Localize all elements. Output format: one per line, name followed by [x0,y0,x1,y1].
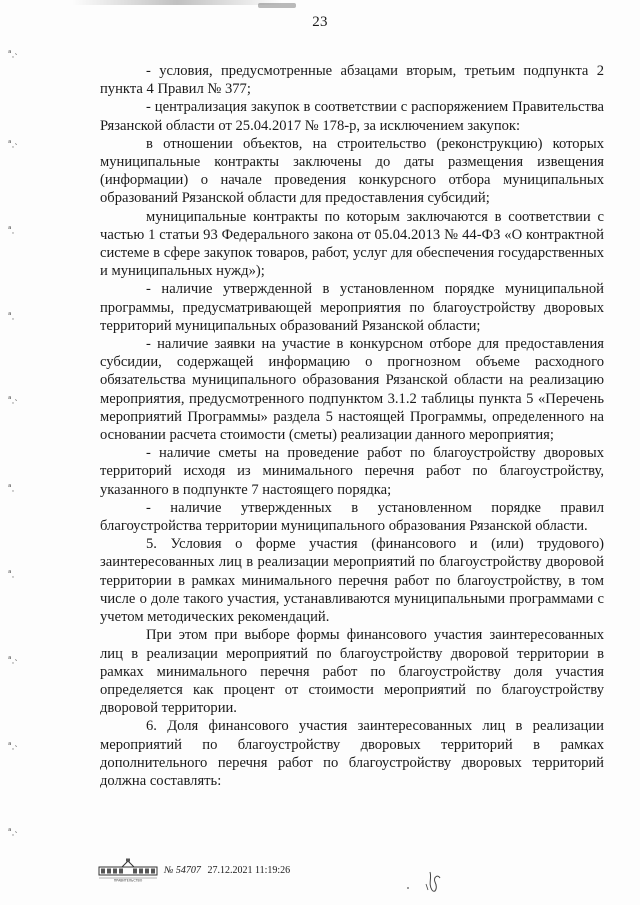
margin-mark: ᵃ˰ [8,569,15,579]
paragraph: - наличие утвержденных в установленном порядке правил благоустройства территории муниципального образования Рязанской области. [100,499,604,535]
registration-stamp [164,865,290,876]
scan-artifact [72,0,282,5]
paragraph: - централизация закупок в соответствии с распоряжением Правительства Рязанской области от 25.04.2017 № 178-р, за исключением закупок: [100,99,604,134]
paragraph: - условия, предусмотренные абзацами вторым, третьим подпункта 2 пункта 4 Правил № 377; [100,63,604,98]
paragraph: 6. Доля финансового участия заинтересованных лиц в реализации мероприятий по благоустройству дворовых территорий в рамках дополнительного перечня работ по благоустройству дворовых территорий должна составлять: [100,718,604,789]
handwritten-signature-icon [402,868,452,896]
doc-number: № 54707 [164,865,201,876]
margin-mark: ᵃ˰ [8,225,15,235]
margin-mark: ᵃ˰˴ [8,827,18,837]
paragraph: 5. Условия о форме участия (финансового и (или) трудового) заинтересованных лиц в реализации мероприятий по благоустройству дворовой территории в рамках минимального перечня работ по благоустройству, в том числе о доле такого участия, устанавливаются муниципальными программами с учетом методических рекомендаций. [100,536,604,626]
scan-artifact [258,3,296,8]
margin-mark: ᵃ˰˴ [8,395,18,405]
margin-mark: ᵃ˰˴ [8,49,18,59]
paragraph: в отношении объектов, на строительство (реконструкцию) которых муниципальные контракты заключены до даты размещения извещения (информации) о начале проведения конкурсного отбора муниципальных образований Рязанской области для предоставления субсидий; [100,135,604,207]
margin-mark: ᵃ˰˴ [8,655,18,665]
margin-mark: ᵃ˰ [8,483,15,493]
paragraph: - наличие сметы на проведение работ по благоустройству дворовых территорий исходя из минимального перечня работ по благоустройству, указанного в подпункте 7 настоящего порядка; [100,445,604,498]
margin-mark: ᵃ˰˴ [8,139,18,149]
paragraph: муниципальные контракты по которым заключаются в соответствии с частью 1 статьи 93 Федерального закона от 05.04.2013 № 44-ФЗ «О контрактной системе в сфере закупок товаров, работ, услуг для обеспечения государственных и муниципальных нужд»); [100,208,604,280]
margin-mark: ᵃ˰ [8,311,15,321]
document-body [100,62,604,790]
document-footer [98,858,518,884]
margin-marks [0,0,40,905]
paragraph: При этом при выборе формы финансового участия заинтересованных лиц в реализации мероприятий по благоустройству дворовой территории в рамках минимального перечня работ по благоустройству доля участия определяется как процент от стоимости мероприятий по благоустройству дворовой территории. [100,627,604,717]
paragraph: - наличие заявки на участие в конкурсном отборе для предоставления субсидии, содержащей информацию о прогнозном объеме расходного обязательства муниципального образования Рязанской области на реализацию мероприятия, предусмотренного подпунктом 3.1.2 таблицы пункта 5 «Перечень мероприятий Программы» раздела 5 настоящей Программы, определенного на основании расчета стоимости (сметы) реализации данного мероприятия; [100,336,604,444]
page-number: 23 [312,14,328,30]
timestamp: 27.12.2021 11:19:26 [207,865,291,876]
margin-mark: ᵃ˰˴ [8,741,18,751]
paragraph: - наличие утвержденной в установленном порядке муниципальной программы, предусматривающей мероприятия по благоустройству дворовых территорий муниципальных образований Рязанской области; [100,281,604,334]
government-logo-icon [98,858,158,882]
logo-caption: ПРАВИТЕЛЬСТВО [113,878,143,882]
